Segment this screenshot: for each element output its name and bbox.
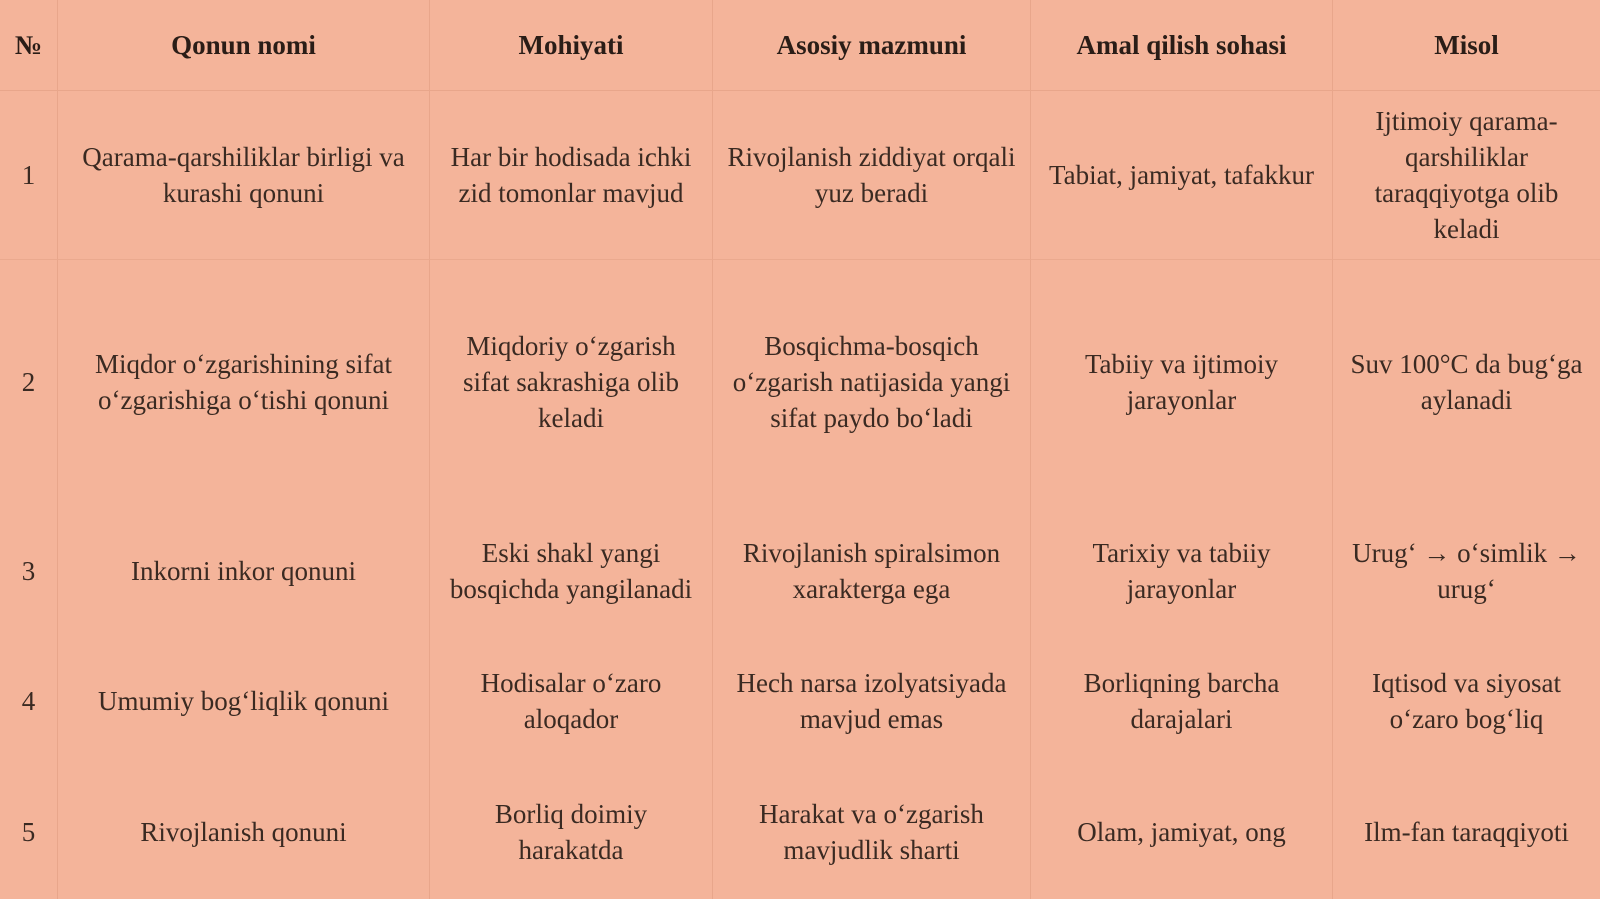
row-2-example: Suv 100°C da bug‘ga aylanadi <box>1350 349 1583 415</box>
row-5-scope: Olam, jamiyat, ong <box>1031 764 1333 899</box>
row-4-law-name: Umumiy bog‘liqlik qonuni <box>58 637 430 764</box>
row-5-number: 5 <box>0 764 58 899</box>
row-1-scope: Tabiat, jamiyat, tafakkur <box>1031 91 1333 260</box>
header-main-content: Asosiy mazmuni <box>713 0 1031 91</box>
row-4-example: Iqtisod va siyosat o‘zaro bog‘liq <box>1372 667 1561 734</box>
row-3-scope: Tarixiy va tabiiy jarayonlar <box>1031 504 1333 637</box>
row-4-main-content: Hech narsa izolyatsiyada mavjud emas <box>713 637 1031 764</box>
row-1-number: 1 <box>0 91 58 260</box>
row-1-essence: Har bir hodisada ichki zid tomonlar mavjud <box>430 91 713 260</box>
row-5-example: Ilm-fan taraqqiyoti <box>1364 816 1569 847</box>
row-2-number: 2 <box>0 260 58 504</box>
row-1-law-name: Qarama-qarshiliklar birligi va kurashi qonuni <box>58 91 430 260</box>
row-1-main-content: Rivojlanish ziddiyat orqali yuz beradi <box>713 91 1031 260</box>
row-2-law-name: Miqdor o‘zgarishining sifat o‘zgarishiga o‘tishi qonuni <box>58 260 430 504</box>
row-3-number: 3 <box>0 504 58 637</box>
row-1-example: Ijtimoiy qarama-qarshiliklar taraqqiyotga olib keladi <box>1333 91 1600 260</box>
row-3-essence: Eski shakl yangi bosqichda yangilanadi <box>430 504 713 637</box>
row-2-main-content: Bosqichma-bosqich o‘zgarish natijasida yangi sifat paydo bo‘ladi <box>713 260 1031 504</box>
header-essence: Mohiyati <box>430 0 713 91</box>
header-law-name: Qonun nomi <box>58 0 430 91</box>
row-3-main-content: Rivojlanish spiralsimon xarakterga ega <box>713 504 1031 637</box>
row-2-essence: Miqdoriy o‘zgarish sifat sakrashiga olib keladi <box>430 260 713 504</box>
row-5-essence: Borliq doimiy harakatda <box>430 764 713 899</box>
header-scope: Amal qilish sohasi <box>1031 0 1333 91</box>
row-3-law-name: Inkorni inkor qonuni <box>58 504 430 637</box>
row-5-main-content: Harakat va o‘zgarish mavjudlik sharti <box>713 764 1031 899</box>
row-4-essence: Hodisalar o‘zaro aloqador <box>430 637 713 764</box>
row-5-law-name: Rivojlanish qonuni <box>58 764 430 899</box>
row-2-scope: Tabiiy va ijtimoiy jarayonlar <box>1031 260 1333 504</box>
row-4-number: 4 <box>0 637 58 764</box>
header-number: № <box>0 0 58 91</box>
header-example: Misol <box>1333 0 1600 91</box>
row-4-scope: Borliqning barcha darajalari <box>1031 637 1333 764</box>
row-3-example: Urug‘ → o‘simlik → urug‘ <box>1352 537 1581 604</box>
